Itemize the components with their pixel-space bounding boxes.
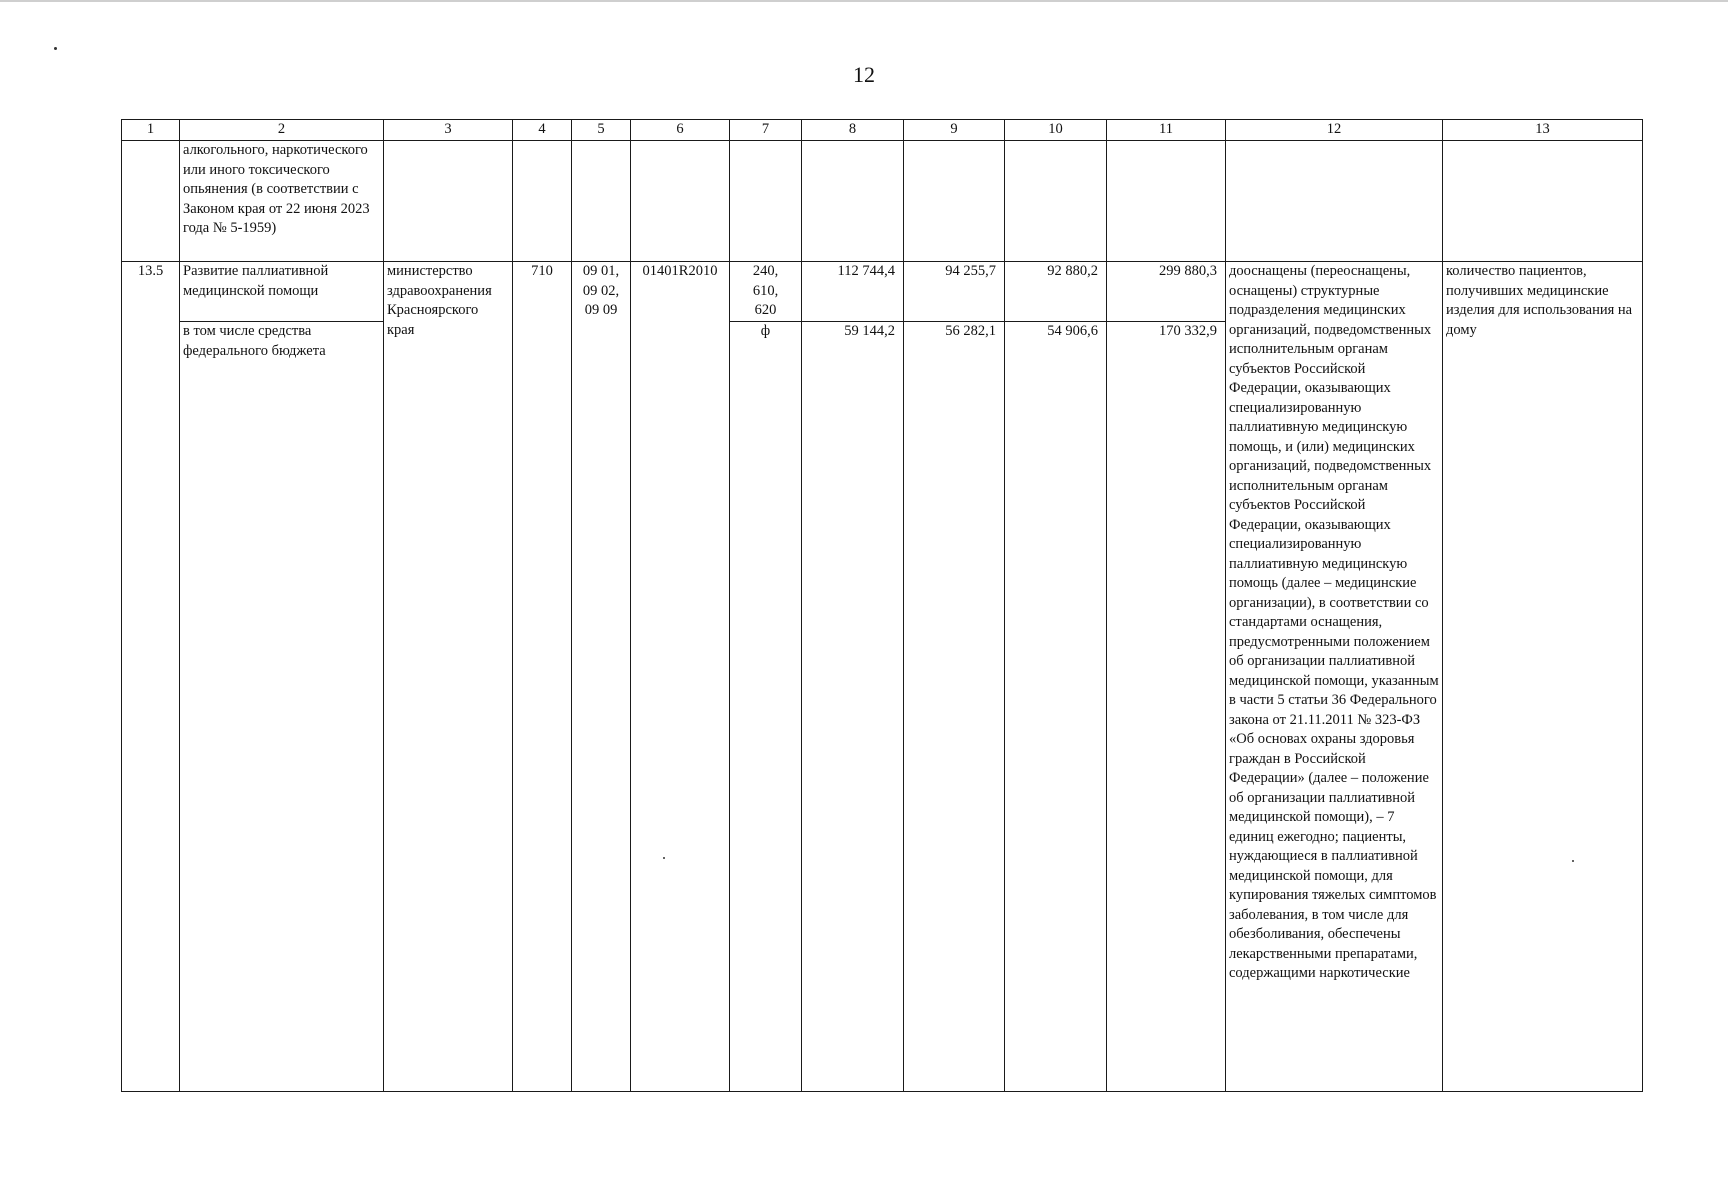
rz-pr-code: 09 01, — [582, 263, 620, 279]
cell-indicator — [1443, 141, 1643, 262]
column-number: 6 — [631, 120, 730, 141]
column-number: 1 — [122, 120, 180, 141]
cell-vr-federal: ф — [730, 322, 802, 1092]
column-number: 10 — [1005, 120, 1107, 141]
cell-number: 13.5 — [122, 262, 180, 1092]
cell-result: дооснащены (переоснащены, оснащены) структурные подразделения медицинских организаций, подведомственных исполнительным органам субъектов Российской Федерации, оказывающих специализированную паллиативную медицинскую помощь, и (или) медицинских организаций, подведомственных исполнительным органам субъектов Российской Федерации, оказывающих специализированную паллиативную медицинскую помощь (далее – медицинские организации), в соответствии со стандартами оснащения, предусмотренными положением об организации паллиативной медицинской помощи, указанным в части 5 статьи 36 Федерального закона от 21.11.2011 № 323-ФЗ «Об основах охраны здоровья граждан в Российской Федерации» (далее – положение об организации паллиативной медицинской помощи), – 7 единиц ежегодно; пациенты, нуждающиеся в паллиативной медицинской помощи, для купирования тяжелых симптомов заболевания, в том числе для обезболивания, обеспечены лекарственными препаратами, содержащими наркотические — [1226, 262, 1443, 1092]
cell-value-2024: 112 744,4 — [802, 262, 904, 322]
rz-pr-code: 09 09 — [584, 302, 618, 318]
vr-code: 610, — [752, 282, 779, 299]
table-row-continuation — [122, 141, 1643, 262]
cell-activity-name: алкогольного, наркотического или иного токсического опьянения (в соответствии с Законом края от 22 июня 2023 года № 5-1959) — [180, 141, 384, 262]
cell-value-2025 — [904, 141, 1005, 262]
column-number: 3 — [384, 120, 513, 141]
program-activities-table — [121, 119, 1643, 1092]
column-number: 5 — [572, 120, 631, 141]
cell-activity-name: Развитие паллиативной медицинской помощи — [180, 262, 384, 322]
column-number: 12 — [1226, 120, 1443, 141]
cell-executor — [384, 141, 513, 262]
page-number: 12 — [853, 62, 875, 87]
cell-vr — [730, 262, 802, 322]
cell-executor: министерство здравоохранения Красноярского края — [384, 262, 513, 1092]
vr-code: 240, — [752, 263, 779, 279]
cell-csr: 01401R2010 — [631, 262, 730, 1092]
column-number: 2 — [180, 120, 384, 141]
column-number: 8 — [802, 120, 904, 141]
scan-speck — [54, 47, 57, 50]
cell-value-total: 299 880,3 — [1107, 262, 1226, 322]
cell-rz-pr — [572, 262, 631, 1092]
cell-vr — [730, 141, 802, 262]
column-number: 13 — [1443, 120, 1643, 141]
column-number: 4 — [513, 120, 572, 141]
cell-federal-total: 170 332,9 — [1107, 322, 1226, 1092]
table-header-row — [122, 120, 1643, 141]
cell-activity-subname: в том числе средства федерального бюджета — [180, 322, 384, 1092]
top-border-line — [0, 0, 1728, 2]
column-number: 7 — [730, 120, 802, 141]
column-number: 9 — [904, 120, 1005, 141]
rz-pr-code: 09 02, — [582, 282, 620, 299]
cell-value-2026 — [1005, 141, 1107, 262]
cell-grbs — [513, 141, 572, 262]
cell-rz-pr — [572, 141, 631, 262]
cell-value-2025: 94 255,7 — [904, 262, 1005, 322]
cell-value-2026: 92 880,2 — [1005, 262, 1107, 322]
cell-csr — [631, 141, 730, 262]
table-row-13-5 — [122, 262, 1643, 322]
vr-code: 620 — [754, 302, 777, 318]
column-number: 11 — [1107, 120, 1226, 141]
cell-federal-2024: 59 144,2 — [802, 322, 904, 1092]
cell-federal-2026: 54 906,6 — [1005, 322, 1107, 1092]
cell-grbs: 710 — [513, 262, 572, 1092]
cell-indicator: количество пациентов, получивших медицинские изделия для использования на дому — [1443, 262, 1643, 1092]
cell-number — [122, 141, 180, 262]
cell-federal-2025: 56 282,1 — [904, 322, 1005, 1092]
cell-value-2024 — [802, 141, 904, 262]
cell-value-total — [1107, 141, 1226, 262]
cell-result — [1226, 141, 1443, 262]
